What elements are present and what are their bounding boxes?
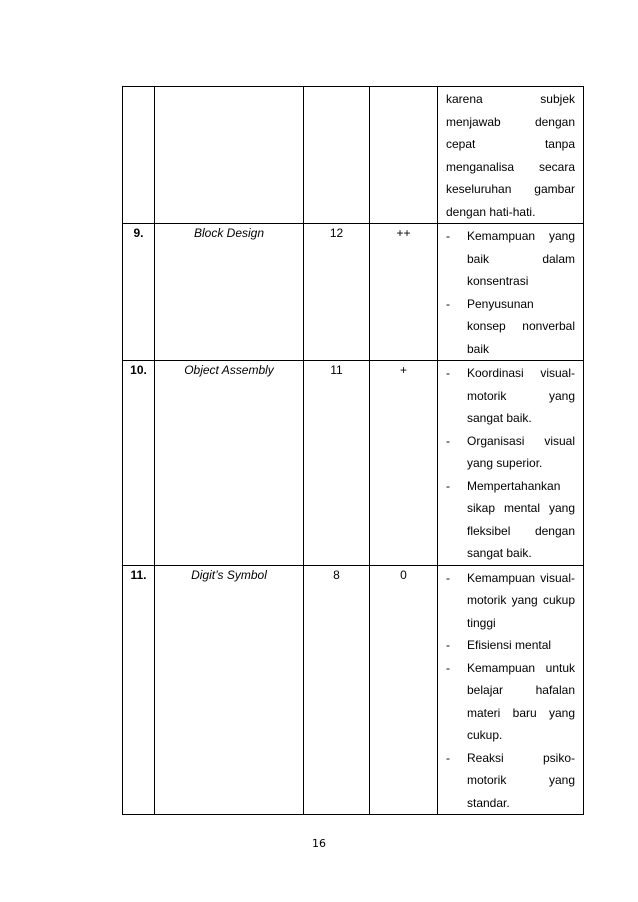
list-item-text: Kemampuan visual-motorik yang cukup tinggi — [467, 570, 575, 630]
keterangan-list — [446, 225, 575, 360]
cell-skor — [304, 87, 370, 224]
cell-subtest: Digit’s Symbol — [155, 565, 304, 815]
list-item — [446, 747, 575, 815]
cell-keterangan — [438, 224, 584, 361]
list-item — [446, 567, 575, 635]
cell-skor: 8 — [304, 565, 370, 815]
list-item — [446, 657, 575, 747]
cell-kategori: ++ — [370, 224, 438, 361]
bullet-dash: - — [446, 229, 450, 243]
cell-no: 9. — [123, 224, 155, 361]
bullet-dash: - — [446, 478, 450, 493]
bullet-dash: - — [446, 570, 450, 585]
cell-skor: 12 — [304, 224, 370, 361]
table-row — [123, 565, 584, 815]
cell-no — [123, 87, 155, 224]
list-item — [446, 475, 575, 565]
list-item — [446, 362, 575, 430]
cell-subtest — [155, 87, 304, 224]
bullet-dash: - — [446, 433, 450, 448]
keterangan-list — [446, 362, 575, 565]
cell-kategori: + — [370, 361, 438, 566]
cell-skor: 11 — [304, 361, 370, 566]
list-item-text: Kemampuan yang baik dalam konsentrasi — [467, 229, 575, 288]
list-item — [446, 430, 575, 475]
table-row-continuation — [123, 87, 584, 224]
list-item — [446, 225, 575, 293]
cell-subtest: Block Design — [155, 224, 304, 361]
keterangan-text: karena subjek menjawab dengan cepat tanpa menganalisa secara keseluruhan gambar dengan hati-hati. — [446, 92, 575, 219]
list-item-text: Penyusunan konsep nonverbal baik — [467, 296, 575, 356]
cell-kategori: 0 — [370, 565, 438, 815]
cell-kategori — [370, 87, 438, 224]
bullet-dash: - — [446, 366, 450, 380]
page-number: 16 — [312, 837, 326, 850]
cell-no: 11. — [123, 565, 155, 815]
cell-keterangan — [438, 565, 584, 815]
list-item-text: Kemampuan untuk belajar hafalan materi baru yang cukup. — [467, 660, 575, 742]
bullet-dash: - — [446, 638, 450, 652]
bullet-dash: - — [446, 750, 450, 765]
keterangan-list — [446, 567, 575, 815]
list-item-text: Reaksi psiko-motorik yang standar. — [467, 750, 575, 810]
score-table — [122, 86, 584, 815]
list-item-text: Efisiensi mental — [467, 638, 552, 652]
bullet-dash: - — [446, 296, 450, 311]
table-row — [123, 224, 584, 361]
cell-keterangan — [438, 87, 584, 224]
list-item-text: Koordinasi visual-motorik yang sangat baik. — [467, 366, 575, 425]
list-item — [446, 634, 575, 657]
table-row — [123, 361, 584, 566]
list-item — [446, 293, 575, 361]
cell-no: 10. — [123, 361, 155, 566]
list-item-text: Organisasi visual yang superior. — [467, 433, 575, 470]
list-item-text: Mempertahankan sikap mental yang fleksibel dengan sangat baik. — [467, 478, 575, 560]
cell-subtest: Object Assembly — [155, 361, 304, 566]
bullet-dash: - — [446, 660, 450, 675]
cell-keterangan — [438, 361, 584, 566]
